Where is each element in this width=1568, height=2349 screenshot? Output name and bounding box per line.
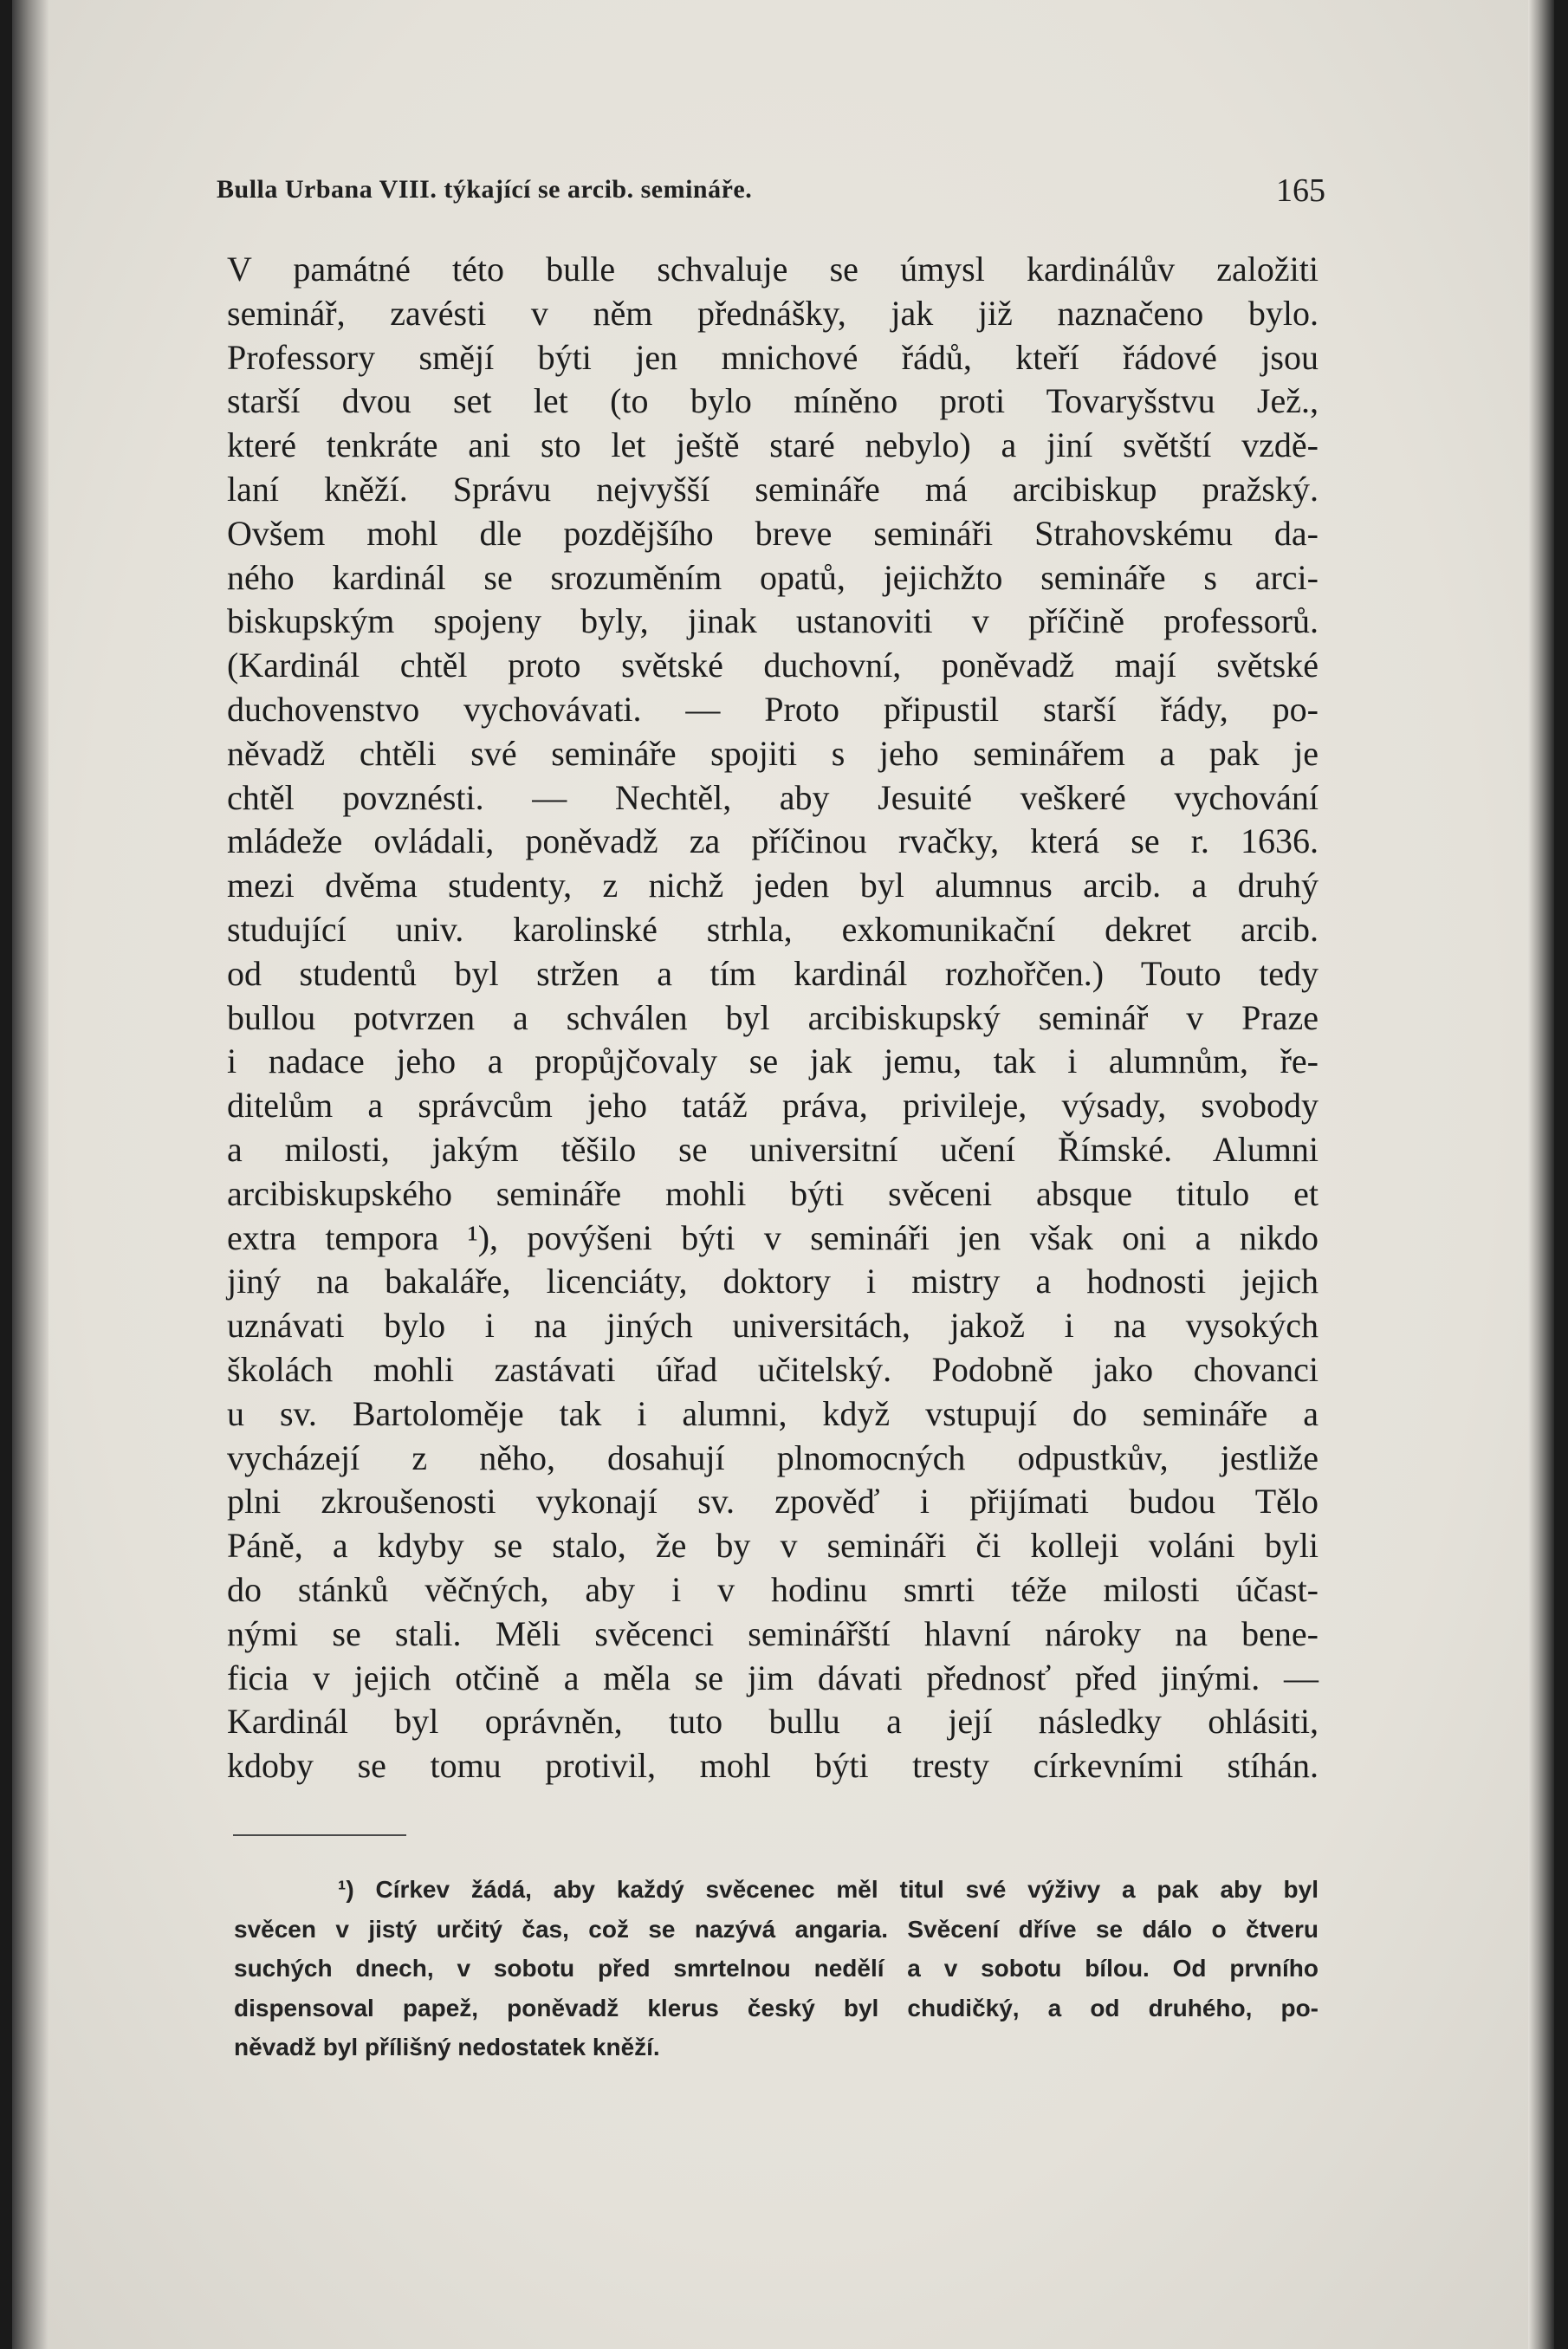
text-line: ného kardinál se srozuměním opatů, jejichžto semináře s arci- [227,557,1319,597]
main-text [227,248,1319,1788]
text-line: uznávati bylo i na jiných universitách, jakož i na vysokých [227,1306,1319,1346]
text-line: které tenkráte ani sto let ještě staré nebylo) a jiní světští vzdě- [227,425,1319,465]
page-left-edge [12,0,49,2349]
page-right-edge [1528,0,1554,2349]
text-line: od studentů byl stržen a tím kardinál rozhořčen.) Touto tedy [227,953,1319,993]
footnote-line: něvadž byl přílišný nedostatek kněží. [234,2034,660,2060]
text-line: Professory smějí býti jen mnichové řádů, kteří řádové jsou [227,337,1319,377]
text-line: mezi dvěma studenty, z nichž jeden byl alumnus arcib. a druhý [227,866,1319,905]
text-line: ditelům a správcům jeho tatáž práva, privileje, výsady, svobody [227,1086,1319,1126]
text-line: Ovšem mohl dle pozdějšího breve semináři Strahovskému da- [227,513,1319,553]
text-line: a milosti, jakým těšilo se universitní učení Římské. Alumni [227,1129,1319,1169]
footnote-separator [233,1834,406,1836]
text-line: něvadž chtěli své semináře spojiti s jeho seminářem a pak je [227,733,1319,773]
text-line: plni zkroušenosti vykonají sv. zpověď i přijímati budou Tělo [227,1482,1319,1522]
footnote-line: ¹) Církev žádá, aby každý svěcenec měl titul své výživy a pak aby byl [338,1876,1319,1903]
footnote-line: dispensoval papež, poněvadž klerus český byl chudičký, a od druhého, po- [234,1994,1319,2021]
text-line: jiný na bakaláře, licenciáty, doktory i mistry a hodnosti jejich [227,1262,1319,1301]
text-line: nými se stali. Měli svěcenci seminářští hlavní nároky na bene- [227,1613,1319,1653]
text-line: biskupským spojeny byly, jinak ustanoviti v příčině professorů. [227,601,1319,641]
text-line: Kardinál byl oprávněn, tuto bullu a její následky ohlásiti, [227,1702,1319,1742]
text-line: extra tempora ¹), povýšeni býti v semináři jen však oni a nikdo [227,1217,1319,1257]
text-line: seminář, zavésti v něm přednášky, jak již naznačeno bylo. [227,293,1319,333]
book-page [12,0,1554,2349]
text-line: duchovenstvo vychovávati. — Proto připustil starší řády, po- [227,689,1319,729]
footnote-line: suchých dnech, v sobotu před smrtelnou nedělí a v sobotu bílou. Od prvního [234,1955,1319,1982]
footnote-line: svěcen v jistý určitý čas, což se nazývá angaria. Svěcení dříve se dálo o čtveru [234,1915,1319,1943]
text-line: starší dvou set let (to bylo míněno proti Tovaryšstvu Jež., [227,381,1319,421]
page-number: 165 [1276,172,1325,209]
text-line: (Kardinál chtěl proto světské duchovní, poněvadž mají světské [227,646,1319,685]
running-head: Bulla Urbana VIII. týkající se arcib. semináře. [217,175,753,204]
text-line: do stánků věčných, aby i v hodinu smrti téže milosti účast- [227,1569,1319,1609]
text-line: u sv. Bartoloměje tak i alumni, když vstupují do semináře a [227,1393,1319,1433]
text-line: V památné této bulle schvaluje se úmysl kardinálův založiti [227,250,1319,289]
page-header [217,172,1325,217]
text-line: Páně, a kdyby se stalo, že by v semináři či kolleji voláni byli [227,1526,1319,1566]
text-line: chtěl povznésti. — Nechtěl, aby Jesuité veškeré vychování [227,777,1319,817]
text-line: bullou potvrzen a schválen byl arcibiskupský seminář v Praze [227,997,1319,1037]
text-line: laní kněží. Správu nejvyšší semináře má arcibiskup pražský. [227,469,1319,509]
footnote [234,1870,1319,2067]
text-line: ficia v jejich otčině a měla se jim dávati přednosť před jinými. — [227,1658,1319,1697]
text-line: arcibiskupského semináře mohli býti svěceni absque titulo et [227,1173,1319,1213]
text-line: školách mohli zastávati úřad učitelský. Podobně jako chovanci [227,1349,1319,1389]
text-line: studující univ. karolinské strhla, exkomunikační dekret arcib. [227,909,1319,949]
text-line: mládeže ovládali, poněvadž za příčinou rvačky, která se r. 1636. [227,821,1319,861]
text-line: i nadace jeho a propůjčovaly se jak jemu, tak i alumnům, ře- [227,1041,1319,1081]
text-line: vycházejí z něho, dosahují plnomocných odpustkův, jestliže [227,1437,1319,1477]
text-line: kdoby se tomu protivil, mohl býti tresty církevními stíhán. [227,1746,1319,1786]
